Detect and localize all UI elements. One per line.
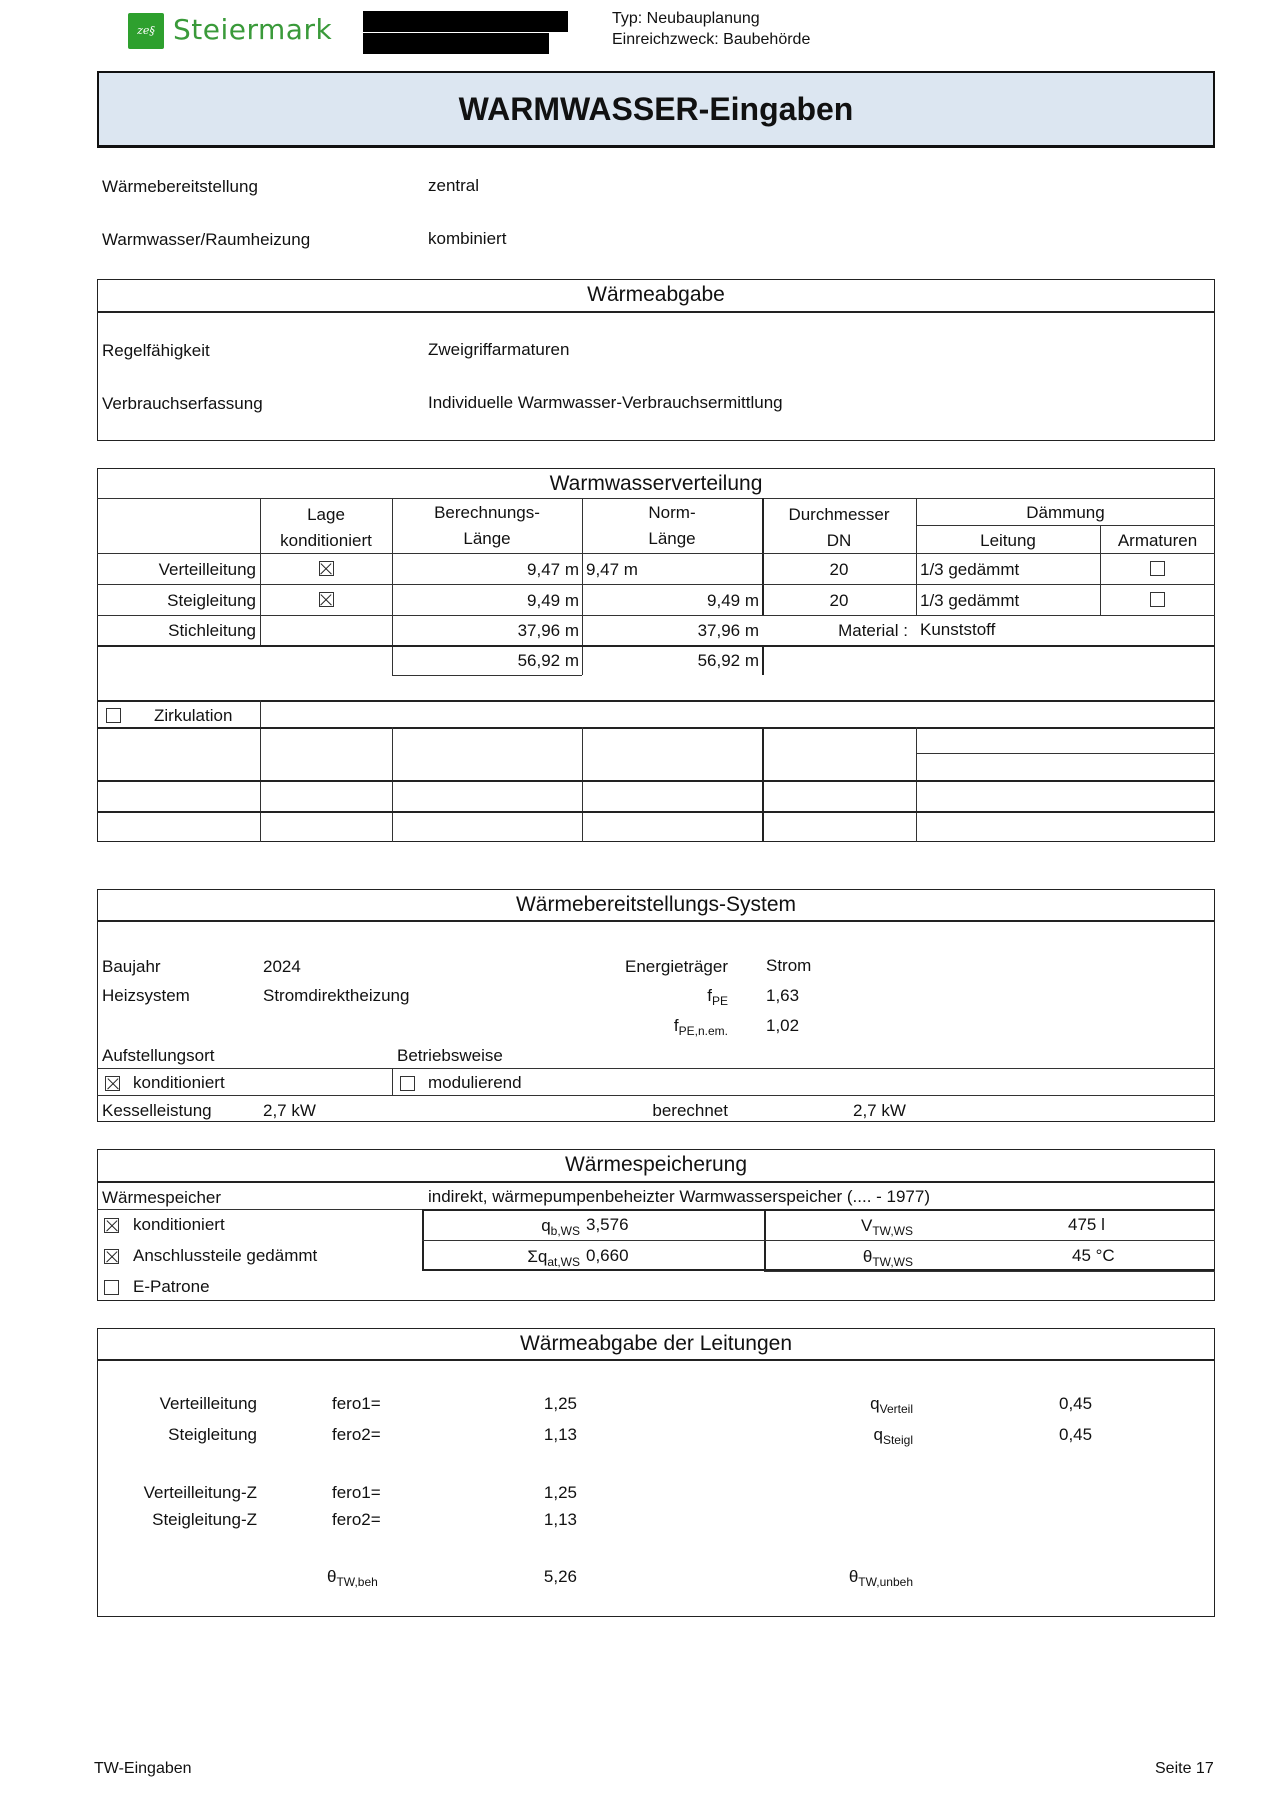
col-leitung: Leitung	[980, 531, 1036, 550]
col-norm-2: Länge	[648, 529, 696, 548]
berechnet-label: berechnet	[652, 1101, 728, 1120]
leitungen-section	[97, 1328, 1215, 1617]
divider	[422, 1240, 1215, 1241]
row-name: Verteilleitung	[158, 560, 256, 579]
q-verteil-value: 0,45	[1059, 1394, 1093, 1413]
divider	[392, 675, 582, 676]
leitungen-title: Wärmeabgabe der Leitungen	[519, 1332, 792, 1355]
kesselleistung-label: Kesselleistung	[102, 1101, 212, 1120]
ww-raumheizung-label: Warmwasser/Raumheizung	[102, 230, 311, 249]
divider	[582, 498, 583, 675]
speicher-title: Wärmespeicherung	[564, 1153, 748, 1176]
verbrauchserfassung-label: Verbrauchserfassung	[102, 394, 263, 413]
logo-icon: ze§	[128, 13, 164, 49]
divider	[97, 1359, 1215, 1361]
col-dn-2: DN	[826, 531, 852, 550]
col-lage-1: Lage	[307, 505, 345, 524]
regelfaehigkeit-value: Zweigriffarmaturen	[428, 340, 570, 359]
baujahr-value: 2024	[263, 957, 301, 976]
typ-label: Typ: Neubauplanung	[612, 10, 760, 27]
divider	[97, 311, 1215, 313]
divider	[97, 700, 1215, 702]
waermebereitstellung-value: zentral	[428, 176, 480, 195]
fpe-nem-value: 1,02	[766, 1016, 800, 1035]
divider	[392, 727, 393, 842]
col-norm-1: Norm-	[648, 503, 696, 522]
modulierend-checkbox[interactable]	[400, 1076, 415, 1091]
modulierend-label: modulierend	[428, 1073, 522, 1092]
sumqat-label: $\Sigma q_{at,WS}$	[527, 1247, 580, 1269]
norm-laenge: 37,96 m	[697, 621, 759, 640]
leitung-daemmung: 1/3 gedämmt	[920, 560, 1020, 579]
row-name: Stichleitung	[168, 621, 256, 640]
verbrauchserfassung-value: Individuelle Warmwasser-Verbrauchsermittlung	[428, 393, 783, 412]
divider	[582, 727, 583, 842]
divider	[762, 645, 764, 675]
divider	[916, 727, 917, 842]
leitung-name: Verteilleitung-Z	[143, 1483, 257, 1502]
zirkulation-label: Zirkulation	[154, 706, 233, 725]
zirkulation-checkbox-wrap	[106, 706, 121, 726]
leitung-param: fero2=	[332, 1510, 381, 1529]
divider	[97, 811, 1215, 813]
redacted-block	[363, 11, 568, 32]
qbws-label: $q_{b,WS}$	[541, 1216, 580, 1238]
berechnet-value: 2,7 kW	[853, 1101, 906, 1120]
divider	[97, 645, 1215, 647]
aufstellungsort-konditioniert-checkbox[interactable]	[105, 1076, 120, 1091]
berech-laenge: 9,47 m	[527, 560, 579, 579]
einreichzweck-label: Einreichzweck: Baubehörde	[612, 31, 811, 48]
leitung-param: fero1=	[332, 1394, 381, 1413]
col-daemmung: Dämmung	[1026, 503, 1105, 522]
leitung-value: 1,13	[543, 1510, 577, 1529]
anschlussteile-label: Anschlussteile gedämmt	[133, 1246, 318, 1265]
fpe-nem-label: $f_{PE,n.em.}$	[673, 1016, 728, 1038]
theta-beh-label: $\theta_{TW,beh}$	[327, 1567, 378, 1589]
zirkulation-checkbox[interactable]	[106, 708, 121, 723]
theta-ws-label: $\theta_{TW,WS}$	[862, 1247, 913, 1269]
redacted-block	[363, 33, 549, 54]
norm-laenge: 9,49 m	[707, 591, 759, 610]
verteilung-title: Warmwasserverteilung	[549, 472, 763, 495]
leitung-name: Verteilleitung	[159, 1394, 257, 1413]
dn-value: 20	[829, 591, 849, 610]
dn-value: 20	[829, 560, 849, 579]
divider	[97, 498, 1215, 499]
divider	[916, 753, 1215, 754]
anschlussteile-checkbox[interactable]	[104, 1249, 119, 1264]
waermebereitstellung-label: Wärmebereitstellung	[102, 177, 258, 196]
col-berech-1: Berechnungs-	[434, 503, 540, 522]
page-title: WARMWASSER-Eingaben	[458, 91, 854, 127]
betriebsweise-label: Betriebsweise	[397, 1046, 503, 1065]
energietraeger-label: Energieträger	[624, 957, 728, 976]
divider	[764, 1271, 1215, 1272]
berech-laenge: 37,96 m	[517, 621, 579, 640]
norm-laenge: 9,47 m	[586, 560, 638, 579]
armaturen-checkbox[interactable]	[1150, 561, 1165, 576]
theta-ws-value: 45 °C	[1072, 1246, 1115, 1265]
col-dn-1: Durchmesser	[788, 505, 890, 524]
leitung-param: fero1=	[332, 1483, 381, 1502]
material-label: Material :	[838, 621, 908, 640]
vtw-value: 475 l	[1068, 1215, 1105, 1234]
speicher-konditioniert-checkbox[interactable]	[104, 1218, 119, 1233]
divider	[97, 1095, 1215, 1096]
page-title-box	[97, 71, 1215, 148]
system-title: Wärmebereitstellungs-System	[515, 893, 797, 916]
divider	[97, 1068, 1215, 1069]
row-name: Steigleitung	[167, 591, 256, 610]
q-steigl-label: $q_{Steigl}$	[873, 1425, 913, 1447]
sumqat-value: 0,660	[586, 1246, 629, 1265]
col-berech-2: Länge	[463, 529, 511, 548]
q-steigl-value: 0,45	[1059, 1425, 1093, 1444]
divider	[97, 920, 1215, 922]
epatrone-checkbox[interactable]	[104, 1280, 119, 1295]
footer-page-number: Seite 17	[1155, 1760, 1214, 1777]
material-value: Kunststoff	[920, 620, 996, 639]
konditioniert-checkbox[interactable]	[319, 561, 334, 576]
fpe-value: 1,63	[766, 986, 800, 1005]
regelfaehigkeit-label: Regelfähigkeit	[102, 341, 210, 360]
leitung-daemmung: 1/3 gedämmt	[920, 591, 1020, 610]
waermespeicher-value: indirekt, wärmepumpenbeheizter Warmwasserspeicher (.... - 1977)	[428, 1187, 931, 1206]
energietraeger-value: Strom	[766, 956, 812, 975]
footer-doc-name: TW-Eingaben	[94, 1760, 192, 1777]
waermespeicher-label: Wärmespeicher	[102, 1188, 222, 1207]
berech-laenge: 9,49 m	[527, 591, 579, 610]
divider	[762, 727, 764, 842]
divider	[97, 584, 1215, 585]
leitung-value: 1,25	[543, 1394, 577, 1413]
epatrone-label: E-Patrone	[133, 1277, 210, 1296]
leitung-name: Steigleitung	[168, 1425, 257, 1444]
q-verteil-label: $q_{Verteil}$	[870, 1394, 913, 1416]
divider	[392, 1068, 393, 1095]
logo-text: Steiermark	[173, 13, 333, 46]
divider	[97, 553, 1215, 554]
leitung-name: Steigleitung-Z	[152, 1510, 257, 1529]
armaturen-checkbox[interactable]	[1150, 592, 1165, 607]
speicher-konditioniert-label: konditioniert	[133, 1215, 225, 1234]
aufstellungsort-label: Aufstellungsort	[102, 1046, 215, 1065]
heizsystem-label: Heizsystem	[102, 986, 190, 1005]
divider	[97, 727, 1215, 729]
theta-beh-value: 5,26	[543, 1567, 577, 1586]
divider	[916, 525, 1215, 526]
baujahr-label: Baujahr	[102, 957, 161, 976]
leitung-value: 1,13	[543, 1425, 577, 1444]
waermeabgabe-title: Wärmeabgabe	[587, 283, 725, 306]
kesselleistung-value: 2,7 kW	[263, 1101, 316, 1120]
konditioniert-checkbox[interactable]	[319, 592, 334, 607]
col-armaturen: Armaturen	[1117, 531, 1198, 550]
divider	[97, 1181, 1215, 1183]
divider	[392, 498, 393, 675]
vtw-label: $V_{TW,WS}$	[860, 1216, 913, 1238]
leitung-param: fero2=	[332, 1425, 381, 1444]
heizsystem-value: Stromdirektheizung	[263, 986, 410, 1005]
leitung-value: 1,25	[543, 1483, 577, 1502]
col-lage-2: konditioniert	[280, 531, 372, 550]
qbws-value: 3,576	[586, 1215, 629, 1234]
total-norm-laenge: 56,92 m	[697, 651, 759, 670]
divider	[97, 780, 1215, 782]
fpe-label: $f_{PE}$	[707, 986, 728, 1008]
divider	[260, 700, 261, 842]
total-berech-laenge: 56,92 m	[517, 651, 579, 670]
konditioniert-label: konditioniert	[133, 1073, 225, 1092]
ww-raumheizung-value: kombiniert	[428, 229, 507, 248]
divider	[97, 615, 1215, 616]
theta-unbeh-label: $\theta_{TW,unbeh}$	[848, 1567, 913, 1589]
